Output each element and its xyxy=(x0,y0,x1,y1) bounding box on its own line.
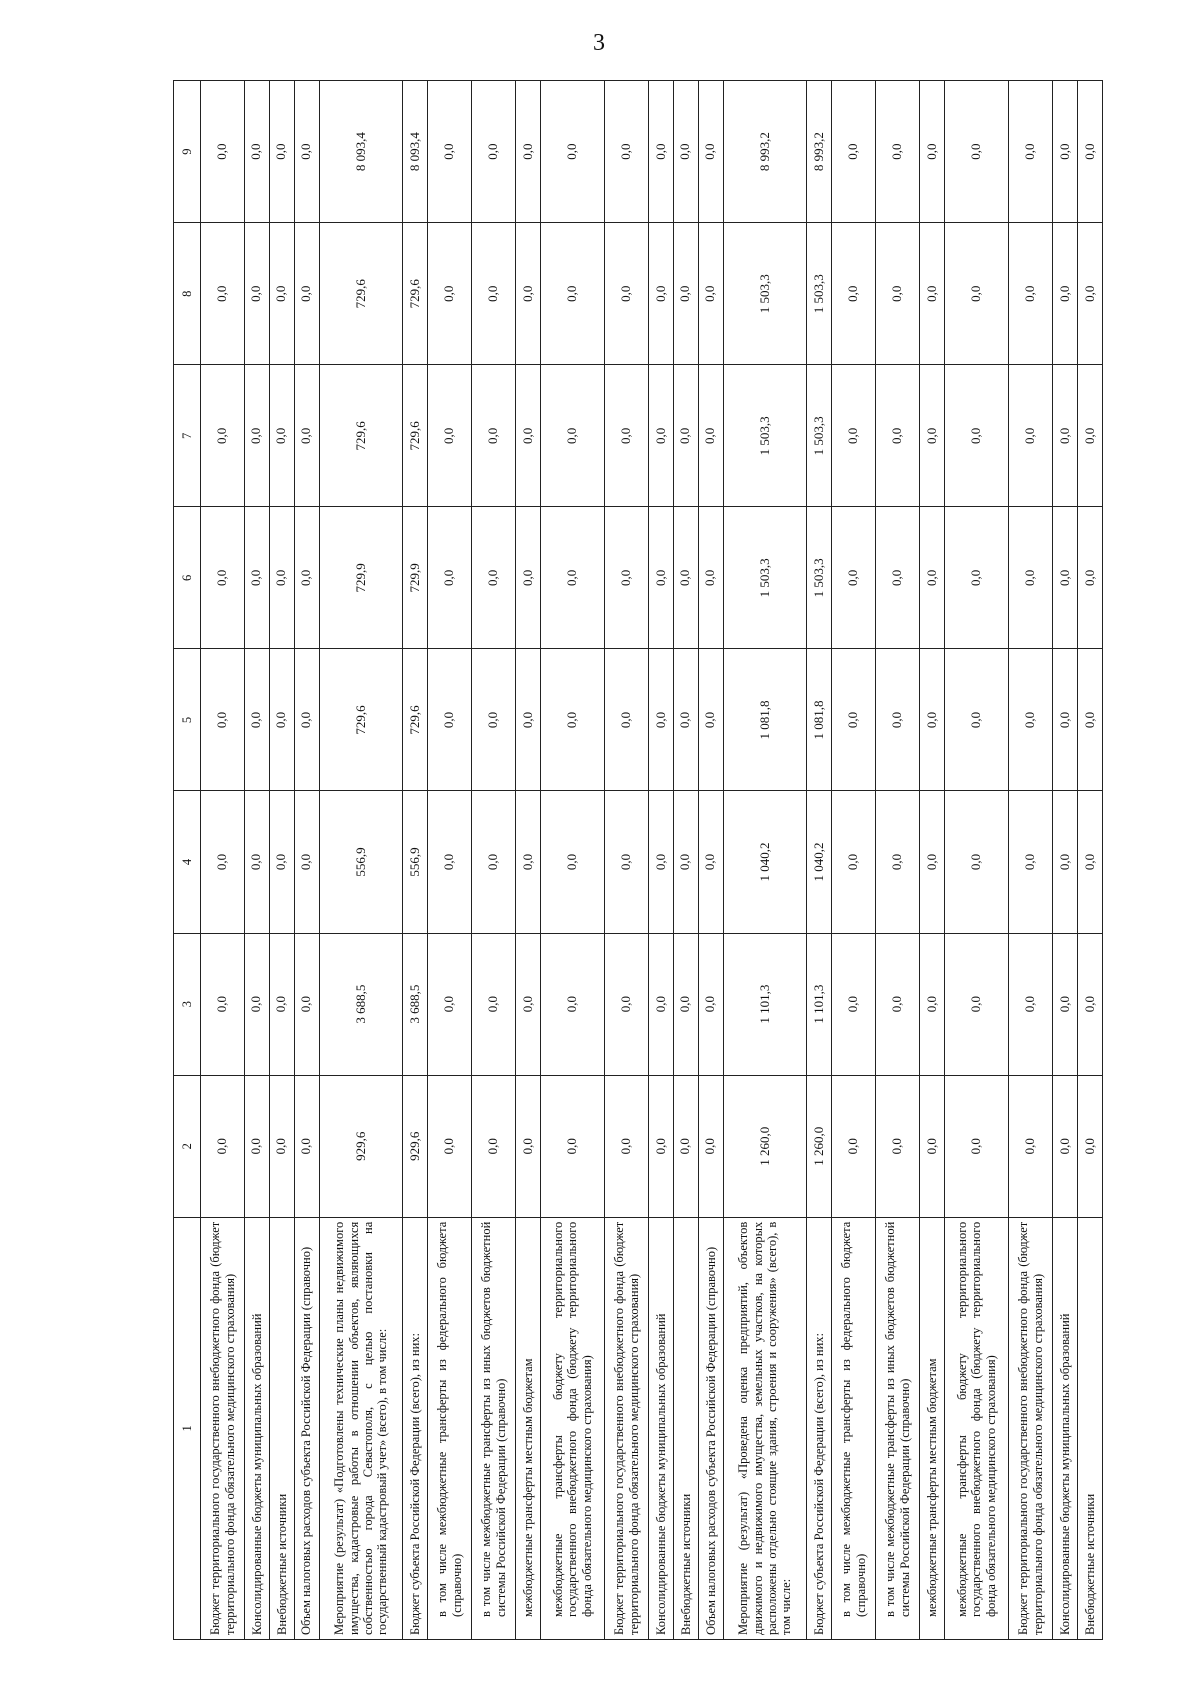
rotated-table-container xyxy=(173,80,1103,1640)
row-value: 0,0 xyxy=(605,365,649,507)
table-row xyxy=(201,81,245,1640)
row-value: 0,0 xyxy=(516,933,541,1075)
row-value: 0,0 xyxy=(920,81,945,223)
row-value: 0,0 xyxy=(245,1075,270,1217)
row-value: 0,0 xyxy=(1009,791,1053,933)
table-row xyxy=(673,81,698,1640)
row-value: 0,0 xyxy=(605,791,649,933)
row-value: 0,0 xyxy=(1053,791,1078,933)
row-value: 0,0 xyxy=(201,365,245,507)
row-value: 0,0 xyxy=(541,81,605,223)
column-header: 2 xyxy=(174,1075,201,1217)
column-header: 8 xyxy=(174,223,201,365)
row-value: 0,0 xyxy=(541,507,605,649)
row-value: 0,0 xyxy=(245,507,270,649)
row-value: 0,0 xyxy=(201,81,245,223)
row-value: 8 993,2 xyxy=(807,81,832,223)
row-value: 0,0 xyxy=(649,933,674,1075)
row-value: 1 503,3 xyxy=(807,507,832,649)
row-value: 1 040,2 xyxy=(807,791,832,933)
row-value: 0,0 xyxy=(516,791,541,933)
row-value: 0,0 xyxy=(876,223,920,365)
row-value: 0,0 xyxy=(1053,223,1078,365)
row-value: 1 503,3 xyxy=(807,223,832,365)
table-header xyxy=(174,81,201,1640)
row-value: 0,0 xyxy=(673,365,698,507)
table-row xyxy=(1053,81,1078,1640)
row-value: 3 688,5 xyxy=(319,933,403,1075)
row-value: 0,0 xyxy=(472,649,516,791)
row-value: 929,6 xyxy=(403,1075,428,1217)
row-value: 0,0 xyxy=(698,933,723,1075)
table-row xyxy=(920,81,945,1640)
row-value: 0,0 xyxy=(516,1075,541,1217)
row-label: Бюджет территориального государственного внебюджетного фонда (бюджет территориального фонда обязательного медицинского страхования) xyxy=(201,1217,245,1639)
row-value: 0,0 xyxy=(832,791,876,933)
row-value: 0,0 xyxy=(1053,507,1078,649)
row-value: 0,0 xyxy=(1053,649,1078,791)
row-value: 0,0 xyxy=(428,507,472,649)
row-value: 0,0 xyxy=(1077,365,1102,507)
table-row xyxy=(245,81,270,1640)
table-row xyxy=(403,81,428,1640)
row-value: 0,0 xyxy=(920,223,945,365)
row-value: 0,0 xyxy=(1053,365,1078,507)
row-value: 0,0 xyxy=(428,81,472,223)
row-label: межбюджетные трансферты бюджету территориального государственного внебюджетного фонда (бюджету территориального фонда обязательного медицинского страхования) xyxy=(541,1217,605,1639)
row-value: 8 993,2 xyxy=(723,81,807,223)
row-label: Консолидированные бюджеты муниципальных образований xyxy=(649,1217,674,1639)
row-value: 1 503,3 xyxy=(723,223,807,365)
row-value: 0,0 xyxy=(605,933,649,1075)
table-row xyxy=(319,81,403,1640)
row-label: межбюджетные трансферты местным бюджетам xyxy=(516,1217,541,1639)
row-value: 0,0 xyxy=(1077,791,1102,933)
row-label: в том числе межбюджетные трансферты из иных бюджетов бюджетной системы Российской Федерации (справочно) xyxy=(876,1217,920,1639)
row-value: 0,0 xyxy=(269,365,294,507)
row-value: 8 093,4 xyxy=(403,81,428,223)
row-value: 0,0 xyxy=(945,649,1009,791)
row-value: 0,0 xyxy=(945,1075,1009,1217)
row-value: 0,0 xyxy=(269,1075,294,1217)
table-row xyxy=(649,81,674,1640)
row-value: 0,0 xyxy=(698,507,723,649)
row-value: 0,0 xyxy=(541,649,605,791)
row-value: 0,0 xyxy=(516,81,541,223)
table-row xyxy=(1077,81,1102,1640)
row-value: 0,0 xyxy=(649,507,674,649)
row-value: 0,0 xyxy=(649,365,674,507)
row-value: 0,0 xyxy=(698,223,723,365)
row-value: 0,0 xyxy=(428,649,472,791)
budget-table xyxy=(173,80,1103,1640)
row-label: Бюджет территориального государственного внебюджетного фонда (бюджет территориального фонда обязательного медицинского страхования) xyxy=(1009,1217,1053,1639)
row-value: 0,0 xyxy=(201,1075,245,1217)
row-value: 0,0 xyxy=(832,365,876,507)
row-value: 0,0 xyxy=(294,81,319,223)
row-value: 0,0 xyxy=(649,649,674,791)
row-value: 1 503,3 xyxy=(723,507,807,649)
row-value: 1 503,3 xyxy=(723,365,807,507)
table-row xyxy=(269,81,294,1640)
column-header: 1 xyxy=(174,1217,201,1639)
row-value: 0,0 xyxy=(673,791,698,933)
row-value: 0,0 xyxy=(428,223,472,365)
row-value: 0,0 xyxy=(472,365,516,507)
row-value: 0,0 xyxy=(245,365,270,507)
row-value: 0,0 xyxy=(698,649,723,791)
row-value: 0,0 xyxy=(832,223,876,365)
row-value: 0,0 xyxy=(472,507,516,649)
row-value: 0,0 xyxy=(605,507,649,649)
row-value: 0,0 xyxy=(201,507,245,649)
row-value: 0,0 xyxy=(516,507,541,649)
row-value: 0,0 xyxy=(428,791,472,933)
row-value: 0,0 xyxy=(428,1075,472,1217)
rotated-table-frame xyxy=(173,80,1103,1640)
row-value: 0,0 xyxy=(541,933,605,1075)
row-value: 0,0 xyxy=(876,507,920,649)
row-label: Мероприятие (результат) «Подготовлены технические планы недвижимого имущества, кадастровые работы в отношении объектов, являющихся собственностью города Севастополя, с целью постановки на государственный кадастровый учет» (всего), в том числе: xyxy=(319,1217,403,1639)
row-value: 0,0 xyxy=(245,649,270,791)
row-value: 0,0 xyxy=(1053,81,1078,223)
row-value: 0,0 xyxy=(516,365,541,507)
row-value: 0,0 xyxy=(1053,933,1078,1075)
row-value: 0,0 xyxy=(245,933,270,1075)
page-number: 3 xyxy=(593,30,605,56)
row-value: 0,0 xyxy=(876,649,920,791)
row-value: 0,0 xyxy=(876,1075,920,1217)
column-header: 9 xyxy=(174,81,201,223)
row-value: 0,0 xyxy=(472,933,516,1075)
table-row xyxy=(516,81,541,1640)
row-value: 0,0 xyxy=(201,933,245,1075)
row-value: 0,0 xyxy=(920,1075,945,1217)
row-value: 1 260,0 xyxy=(723,1075,807,1217)
row-value: 0,0 xyxy=(1077,933,1102,1075)
row-label: в том числе межбюджетные трансферты из федерального бюджета (справочно) xyxy=(428,1217,472,1639)
row-value: 0,0 xyxy=(1009,649,1053,791)
row-value: 1 503,3 xyxy=(807,365,832,507)
table-row xyxy=(1009,81,1053,1640)
row-value: 0,0 xyxy=(1009,223,1053,365)
row-value: 0,0 xyxy=(673,507,698,649)
row-value: 729,6 xyxy=(319,649,403,791)
row-value: 729,6 xyxy=(403,649,428,791)
row-value: 0,0 xyxy=(920,933,945,1075)
row-value: 729,6 xyxy=(403,365,428,507)
row-value: 1 101,3 xyxy=(723,933,807,1075)
row-value: 0,0 xyxy=(245,791,270,933)
row-value: 0,0 xyxy=(294,365,319,507)
row-label: межбюджетные трансферты местным бюджетам xyxy=(920,1217,945,1639)
row-value: 0,0 xyxy=(649,1075,674,1217)
row-value: 0,0 xyxy=(1009,507,1053,649)
row-value: 0,0 xyxy=(1009,933,1053,1075)
row-value: 0,0 xyxy=(673,1075,698,1217)
row-value: 0,0 xyxy=(294,933,319,1075)
row-value: 0,0 xyxy=(698,791,723,933)
table-row xyxy=(605,81,649,1640)
row-value: 0,0 xyxy=(1077,649,1102,791)
row-value: 0,0 xyxy=(673,649,698,791)
row-value: 3 688,5 xyxy=(403,933,428,1075)
row-value: 0,0 xyxy=(920,791,945,933)
row-value: 0,0 xyxy=(1053,1075,1078,1217)
row-value: 0,0 xyxy=(294,507,319,649)
row-value: 0,0 xyxy=(245,223,270,365)
row-value: 0,0 xyxy=(269,649,294,791)
column-header: 3 xyxy=(174,933,201,1075)
row-value: 0,0 xyxy=(1077,1075,1102,1217)
row-value: 0,0 xyxy=(245,81,270,223)
row-value: 0,0 xyxy=(1009,81,1053,223)
table-row xyxy=(723,81,807,1640)
row-value: 0,0 xyxy=(876,365,920,507)
row-value: 556,9 xyxy=(403,791,428,933)
row-value: 0,0 xyxy=(605,81,649,223)
column-header: 6 xyxy=(174,507,201,649)
row-value: 729,6 xyxy=(319,365,403,507)
row-label: Внебюджетные источники xyxy=(673,1217,698,1639)
row-value: 0,0 xyxy=(945,223,1009,365)
row-value: 0,0 xyxy=(832,649,876,791)
row-value: 0,0 xyxy=(605,1075,649,1217)
row-label: Мероприятие (результат) «Проведена оценка предприятий, объектов движимого и недвижимого имущества, земельных участков, на которых расположены отдельно стоящие здания, строения и сооружения» (всего), в том числе: xyxy=(723,1217,807,1639)
row-label: Консолидированные бюджеты муниципальных образований xyxy=(1053,1217,1078,1639)
row-value: 0,0 xyxy=(1077,223,1102,365)
row-value: 0,0 xyxy=(673,933,698,1075)
row-label: межбюджетные трансферты бюджету территориального государственного внебюджетного фонда (бюджету территориального фонда обязательного медицинского страхования) xyxy=(945,1217,1009,1639)
row-value: 0,0 xyxy=(516,223,541,365)
row-value: 929,6 xyxy=(319,1075,403,1217)
row-value: 1 040,2 xyxy=(723,791,807,933)
row-label: Бюджет территориального государственного внебюджетного фонда (бюджет территориального фонда обязательного медицинского страхования) xyxy=(605,1217,649,1639)
row-value: 0,0 xyxy=(1077,507,1102,649)
table-row xyxy=(541,81,605,1640)
row-value: 0,0 xyxy=(605,649,649,791)
header-row xyxy=(174,81,201,1640)
row-value: 0,0 xyxy=(472,1075,516,1217)
row-value: 0,0 xyxy=(945,507,1009,649)
row-value: 0,0 xyxy=(541,1075,605,1217)
row-value: 0,0 xyxy=(516,649,541,791)
row-value: 729,9 xyxy=(403,507,428,649)
row-value: 729,6 xyxy=(403,223,428,365)
row-value: 0,0 xyxy=(876,791,920,933)
row-value: 0,0 xyxy=(605,223,649,365)
row-value: 0,0 xyxy=(945,365,1009,507)
row-value: 0,0 xyxy=(832,933,876,1075)
row-value: 0,0 xyxy=(269,81,294,223)
table-row xyxy=(698,81,723,1640)
row-value: 8 093,4 xyxy=(319,81,403,223)
row-label: Консолидированные бюджеты муниципальных образований xyxy=(245,1217,270,1639)
row-value: 0,0 xyxy=(945,791,1009,933)
row-value: 0,0 xyxy=(945,81,1009,223)
row-value: 0,0 xyxy=(201,791,245,933)
row-value: 1 081,8 xyxy=(807,649,832,791)
column-header: 5 xyxy=(174,649,201,791)
row-value: 0,0 xyxy=(876,933,920,1075)
column-header: 7 xyxy=(174,365,201,507)
table-row xyxy=(876,81,920,1640)
row-value: 0,0 xyxy=(649,81,674,223)
row-value: 0,0 xyxy=(472,81,516,223)
row-value: 0,0 xyxy=(269,791,294,933)
row-value: 0,0 xyxy=(541,223,605,365)
table-row xyxy=(807,81,832,1640)
row-value: 1 081,8 xyxy=(723,649,807,791)
row-value: 0,0 xyxy=(294,791,319,933)
row-value: 0,0 xyxy=(294,649,319,791)
row-value: 0,0 xyxy=(201,649,245,791)
row-value: 0,0 xyxy=(920,507,945,649)
row-label: в том числе межбюджетные трансферты из иных бюджетов бюджетной системы Российской Федерации (справочно) xyxy=(472,1217,516,1639)
row-value: 0,0 xyxy=(698,81,723,223)
table-row xyxy=(294,81,319,1640)
row-value: 0,0 xyxy=(673,223,698,365)
row-value: 0,0 xyxy=(1009,1075,1053,1217)
row-value: 0,0 xyxy=(876,81,920,223)
row-value: 1 101,3 xyxy=(807,933,832,1075)
table-body xyxy=(201,81,1103,1640)
row-value: 0,0 xyxy=(920,649,945,791)
row-value: 0,0 xyxy=(201,223,245,365)
table-row xyxy=(428,81,472,1640)
row-value: 0,0 xyxy=(832,81,876,223)
row-value: 0,0 xyxy=(832,1075,876,1217)
row-value: 0,0 xyxy=(269,933,294,1075)
row-label: Бюджет субъекта Российской Федерации (всего), из них: xyxy=(403,1217,428,1639)
column-header: 4 xyxy=(174,791,201,933)
row-value: 0,0 xyxy=(269,507,294,649)
row-value: 0,0 xyxy=(472,791,516,933)
row-value: 729,9 xyxy=(319,507,403,649)
row-label: Объем налоговых расходов субъекта Российской Федерации (справочно) xyxy=(294,1217,319,1639)
row-value: 0,0 xyxy=(1009,365,1053,507)
table-row xyxy=(472,81,516,1640)
row-value: 0,0 xyxy=(1077,81,1102,223)
row-value: 729,6 xyxy=(319,223,403,365)
row-value: 0,0 xyxy=(649,791,674,933)
row-value: 0,0 xyxy=(428,933,472,1075)
table-row xyxy=(832,81,876,1640)
row-value: 1 260,0 xyxy=(807,1075,832,1217)
row-value: 0,0 xyxy=(673,81,698,223)
row-label: Внебюджетные источники xyxy=(1077,1217,1102,1639)
row-label: Бюджет субъекта Российской Федерации (всего), из них: xyxy=(807,1217,832,1639)
row-value: 0,0 xyxy=(945,933,1009,1075)
row-value: 0,0 xyxy=(832,507,876,649)
table-row xyxy=(945,81,1009,1640)
row-value: 0,0 xyxy=(698,365,723,507)
row-label: Внебюджетные источники xyxy=(269,1217,294,1639)
row-value: 0,0 xyxy=(541,791,605,933)
row-value: 0,0 xyxy=(920,365,945,507)
row-value: 0,0 xyxy=(472,223,516,365)
row-value: 0,0 xyxy=(541,365,605,507)
row-value: 0,0 xyxy=(269,223,294,365)
row-label: Объем налоговых расходов субъекта Российской Федерации (справочно) xyxy=(698,1217,723,1639)
row-value: 0,0 xyxy=(294,223,319,365)
row-value: 556,9 xyxy=(319,791,403,933)
row-value: 0,0 xyxy=(698,1075,723,1217)
row-value: 0,0 xyxy=(428,365,472,507)
row-value: 0,0 xyxy=(649,223,674,365)
row-value: 0,0 xyxy=(294,1075,319,1217)
row-label: в том числе межбюджетные трансферты из федерального бюджета (справочно) xyxy=(832,1217,876,1639)
